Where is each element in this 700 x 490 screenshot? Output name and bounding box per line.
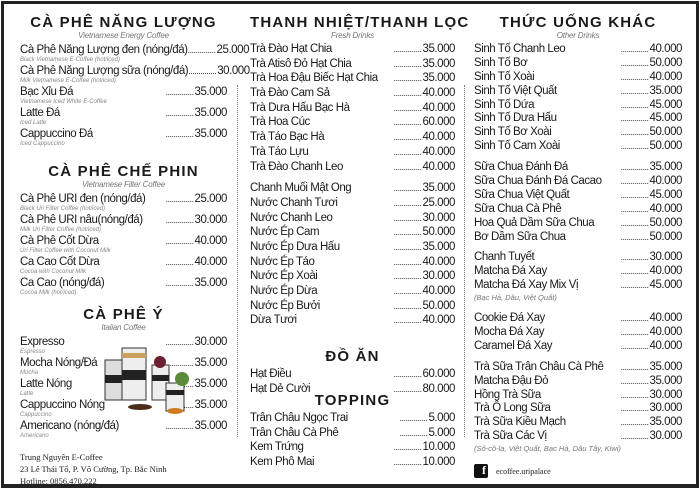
item-name: Nước Ép Xoài [250, 270, 318, 283]
item-price: ..... 40.000 [394, 102, 456, 114]
item-name: Trà Sữa Trân Châu Cà Phê [474, 360, 604, 373]
menu-item [474, 43, 682, 57]
item-name: Mocha Đá Xay [474, 326, 545, 339]
menu-item [250, 285, 455, 300]
item-name: Trà Đào Chanh Leo [250, 160, 343, 173]
menu-item [20, 277, 227, 291]
shop-name: Trung Nguyên E-Coffee [20, 452, 103, 462]
item-price: ..... 40.000 [394, 314, 456, 326]
item-english-name: Milk Uri Filter Coffee (hot/iced) [20, 227, 102, 233]
item-english-name: Cocoa with Coconut Milk [20, 269, 87, 275]
item-name: Cappuccino Nóng [20, 399, 105, 411]
menu-item [250, 72, 455, 87]
item-price: ..... 40.000 [621, 265, 683, 277]
menu-item [250, 314, 455, 329]
menu-item [474, 161, 682, 175]
item-price: ..... 40.000 [621, 203, 683, 215]
menu-item [20, 65, 250, 79]
footer-contact [20, 451, 167, 487]
item-name: Nước Ép Dừa [250, 285, 318, 297]
item-price: ..... 35.000 [394, 72, 456, 84]
item-price: ..... 30.000 [394, 270, 456, 282]
section [20, 14, 250, 149]
item-name: Sữa Chua Đánh Đá Cacao [474, 175, 602, 188]
item-name: Nước Ép Dưa Hấu [250, 240, 340, 253]
item-price: ..... 40.000 [394, 161, 456, 173]
menu-item [250, 43, 455, 58]
item-english-name: Milk Vietnamese E-Coffee (hot/iced) [20, 78, 116, 84]
item-price: ..... 25.000 [394, 197, 456, 209]
menu-item [250, 146, 455, 161]
coffee-cups-image [100, 345, 195, 415]
item-price: ..... 35.000 [394, 43, 456, 55]
item-price: ..... 50.000 [394, 226, 456, 238]
item-name: Ca Cao Cốt Dừa [20, 256, 100, 268]
item-price: ..... 5.000 [399, 412, 455, 424]
menu-item [474, 112, 682, 126]
menu-item [474, 71, 682, 85]
item-name: Sữa Chua Cà Phê [474, 202, 562, 215]
item-name: Nước Chanh Leo [250, 211, 333, 224]
item-name: Bạc Xỉu Đá [20, 86, 74, 98]
menu-item [20, 128, 227, 142]
menu-item [250, 131, 455, 146]
item-price: ..... 40.000 [621, 340, 683, 352]
item-price: ..... 40.000 [166, 256, 228, 268]
menu-item [250, 412, 455, 427]
section-title: ĐỒ ĂN [325, 348, 380, 365]
item-price: ..... 35.000 [166, 399, 228, 411]
item-name: Kem Phô Mai [250, 456, 315, 469]
item-price: ..... 35.000 [166, 378, 228, 390]
menu-item [474, 361, 682, 375]
section [250, 348, 455, 397]
item-price: ..... 35.000 [394, 182, 456, 194]
menu-item [250, 116, 455, 131]
item-price: ..... 50.000 [621, 126, 683, 138]
item-price: ..... 50.000 [621, 57, 683, 69]
section [474, 14, 682, 456]
item-price: ..... 35.000 [621, 85, 683, 97]
item-name: Cà Phê Năng Lượng đen (nóng/đá) [20, 44, 188, 56]
item-name: Latte Đá [20, 107, 60, 119]
menu-item [250, 58, 455, 73]
item-name: Nước Ép Táo [250, 255, 315, 268]
group-spacer [474, 305, 682, 312]
item-name: Hạt Dẻ Cười [250, 382, 311, 395]
facebook-link[interactable] [474, 464, 551, 478]
item-name: Sinh Tố Việt Quất [474, 84, 557, 97]
menu-item [474, 85, 682, 99]
item-price: ..... 30.000 [166, 214, 228, 226]
item-price: ..... 40.000 [394, 256, 456, 268]
item-english-name: Iced Latte [20, 120, 47, 126]
item-name: Matcha Đậu Đỏ [474, 374, 549, 387]
menu-item [474, 99, 682, 113]
menu-item [474, 375, 682, 389]
item-name: Sinh Tố Dứa [474, 98, 535, 111]
section-title: THỨC UỐNG KHÁC [499, 14, 657, 31]
item-price: ..... 60.000 [394, 116, 456, 128]
item-name: Trà Hoa Đậu Biếc Hạt Chia [250, 72, 378, 85]
hotline: Hotline: 0856.470.222 [20, 476, 97, 486]
item-name: Sữa Chua Đánh Đá [474, 161, 568, 174]
item-name: Hạt Điều [250, 368, 292, 380]
item-price: ..... 25.000 [166, 193, 228, 205]
item-name: Trân Châu Ngọc Trai [250, 412, 348, 424]
item-name: Cà Phê Cốt Dừa [20, 235, 99, 247]
divider [464, 85, 465, 437]
section-title: THANH NHIỆT/THANH LỌC [250, 14, 470, 31]
item-price: ..... 80.000 [394, 383, 456, 395]
item-price: ..... 40.000 [394, 146, 456, 158]
menu-item [474, 312, 682, 326]
item-english-name: Iced Cappuccino [20, 141, 65, 147]
menu-item [474, 140, 682, 154]
menu-item [474, 175, 682, 189]
item-price: ..... 30.000 [166, 336, 228, 348]
item-english-name: Cappuccino [20, 412, 52, 418]
item-price: ..... 35.000 [621, 161, 683, 173]
item-price: ..... 45.000 [621, 99, 683, 111]
item-price: ..... 35.000 [394, 241, 456, 253]
section-title: CÀ PHÊ NĂNG LƯỢNG [30, 14, 217, 31]
item-name: Sinh Tố Dưa Hấu [474, 112, 557, 125]
section-title: CÀ PHÊ CHẾ PHIN [48, 163, 199, 180]
menu-item [250, 368, 455, 383]
menu-item [474, 251, 682, 265]
item-name: Sinh Tố Chanh Leo [474, 43, 566, 55]
item-name: Trà Táo Bạc Hà [250, 131, 325, 144]
item-name: Trân Châu Cà Phê [250, 426, 339, 439]
menu-item [250, 241, 455, 256]
item-name: Nước Ép Bưởi [250, 299, 320, 312]
facebook-handle: ecoffee.uripalace [496, 466, 551, 476]
item-price: ..... 35.000 [621, 375, 683, 387]
menu-item [250, 212, 455, 227]
item-price: ..... 30.000 [621, 389, 683, 401]
item-price: ..... 35.000 [166, 277, 228, 289]
item-price: ..... 10.000 [394, 456, 456, 468]
item-english-name: Latte [20, 391, 34, 397]
item-name: Ca Cao (nóng/đá) [20, 277, 105, 289]
menu-item [20, 107, 227, 121]
section [250, 14, 470, 329]
section-title: TOPPING [314, 392, 391, 409]
item-name: Kem Trứng [250, 441, 304, 454]
section [20, 163, 227, 298]
divider [237, 85, 238, 437]
menu-item [20, 44, 250, 58]
item-price: ..... 45.000 [621, 279, 683, 291]
menu-item [250, 441, 455, 456]
item-name: Bơ Dầm Sữa Chua [474, 230, 566, 243]
item-price: ..... 40.000 [621, 43, 683, 55]
item-name: Sinh Tố Bơ Xoài [474, 126, 552, 139]
item-english-name: Americano [20, 433, 49, 439]
item-name: Cà Phê URI nâu(nóng/đá) [20, 214, 143, 226]
menu-item [250, 161, 455, 176]
item-name: Caramel Đá Xay [474, 339, 553, 352]
menu-item [474, 217, 682, 231]
menu-item [250, 256, 455, 271]
item-price: ..... 40.000 [394, 131, 456, 143]
menu-item [20, 235, 227, 249]
shop-address: 23 Lê Thái Tổ, P. Võ Cường, Tp. Bắc Ninh [20, 464, 167, 474]
menu-item [474, 326, 682, 340]
section-subtitle: Other Drinks [556, 31, 600, 40]
item-price: ..... 50.000 [621, 217, 683, 229]
item-price: ..... 35.000 [166, 86, 228, 98]
item-name: Nước Ép Cam [250, 226, 320, 239]
menu-item [474, 430, 682, 444]
item-price: ..... 5.000 [399, 427, 455, 439]
item-english-name: Cocoa Milk (hot/iced) [20, 290, 77, 296]
item-price: ..... 50.000 [621, 231, 683, 243]
item-name: Dừa Tươi [250, 314, 297, 327]
menu-item [250, 87, 455, 102]
item-price: ..... 60.000 [394, 368, 456, 380]
menu-item [250, 270, 455, 285]
section-title: CÀ PHÊ Ý [83, 306, 164, 323]
item-name: Sinh Tố Xoài [474, 70, 535, 83]
menu-item [250, 197, 455, 212]
menu-item [474, 265, 682, 279]
item-english-name: Mocha [20, 370, 39, 376]
item-name: Sữa Chua Việt Quất [474, 188, 570, 201]
item-name: Mocha Nóng/Đá [20, 357, 98, 369]
item-price: ..... 35.000 [166, 128, 228, 140]
menu-item [250, 456, 455, 471]
menu-item [20, 86, 227, 100]
item-english-name: Vietnamese Iced White E-Coffee [20, 99, 107, 105]
section [250, 392, 455, 471]
menu-item [250, 102, 455, 117]
section-subtitle: Fresh Drinks [331, 31, 374, 40]
item-name: Americano (nóng/đá) [20, 420, 119, 432]
menu-item [20, 256, 227, 270]
item-price: ..... 40.000 [621, 312, 683, 324]
item-name: Trà Dưa Hấu Bạc Hà [250, 101, 350, 114]
item-price: ..... 30.000 [621, 402, 683, 414]
menu-item [20, 420, 227, 434]
menu-item [20, 193, 227, 207]
item-price: ..... 35.000 [166, 357, 228, 369]
item-english-name: Uri Filter Coffee with Coconut Milk [20, 248, 111, 254]
item-price: ..... 50.000 [621, 140, 683, 152]
item-name: Trà Sữa Kiều Mạch [474, 416, 566, 429]
item-name: Expresso [20, 336, 65, 348]
menu-item [474, 340, 682, 354]
item-price: ..... 40.000 [166, 235, 228, 247]
section-subtitle: Vietnamese Filter Coffee [81, 180, 166, 189]
menu-item [250, 226, 455, 241]
menu-item [20, 214, 227, 228]
item-name: Trà Táo Lựu [250, 145, 309, 158]
item-name: Chanh Muối Mật Ong [250, 182, 352, 195]
menu-item [474, 416, 682, 430]
item-name: Hồng Trà Sữa [474, 388, 541, 401]
item-price: ..... 30.000 [621, 251, 683, 263]
menu-item [474, 231, 682, 245]
section-subtitle: Italian Coffee [101, 323, 146, 332]
item-english-name: Black Uri Filter Coffee (hot/iced) [20, 206, 106, 212]
item-name: Hoa Quả Dầm Sữa Chua [474, 216, 595, 229]
menu-item [474, 279, 682, 293]
item-name: Trà Sữa Các Vị [474, 430, 547, 443]
menu-item [250, 182, 455, 197]
section-subtitle: Vietnamese Energy Coffee [78, 31, 169, 40]
group-spacer [474, 154, 682, 161]
item-name: Matcha Đá Xay [474, 265, 547, 278]
item-price: ..... 40.000 [621, 175, 683, 187]
item-price: ..... 40.000 [621, 71, 683, 83]
menu-item [250, 300, 455, 315]
item-price: ..... 50.000 [394, 300, 456, 312]
menu-item [474, 57, 682, 71]
item-name: Chanh Tuyết [474, 251, 535, 264]
item-name: Cà Phê URI đen (nóng/đá) [20, 193, 146, 205]
item-price: ..... 40.000 [394, 87, 456, 99]
menu-item [474, 189, 682, 203]
item-price: ..... 30.000 [188, 65, 250, 77]
item-name: Cappuccino Đá [20, 128, 93, 140]
item-english-name: Black Vietnamese E-Coffee (hot/iced) [20, 57, 120, 63]
menu-item [474, 402, 682, 416]
item-price: ..... 45.000 [621, 112, 683, 124]
group-spacer [474, 354, 682, 361]
item-price: ..... 40.000 [394, 285, 456, 297]
item-price: ..... 35.000 [621, 361, 683, 373]
item-note: (Bạc Hà, Dâu, Việt Quất) [474, 293, 557, 303]
item-name: Trà Đào Hạt Chia [250, 43, 332, 55]
item-name: Trà Ô Long Sữa [474, 402, 551, 415]
item-english-name: Espresso [20, 349, 46, 355]
item-name: Nước Chanh Tươi [250, 196, 338, 209]
menu-item [474, 126, 682, 140]
item-name: Latte Nóng [20, 378, 72, 390]
item-name: Sinh Tố Bơ [474, 56, 528, 69]
item-name: Trà Atisô Đỏ Hạt Chia [250, 57, 352, 70]
item-price: ..... 35.000 [394, 58, 456, 70]
menu-item [250, 427, 455, 442]
item-price: ..... 45.000 [621, 189, 683, 201]
item-price: ..... 35.000 [166, 420, 228, 432]
item-name: Cookie Đá Xay [474, 312, 545, 325]
group-spacer [250, 175, 455, 182]
item-price: ..... 25.000 [188, 44, 250, 56]
facebook-icon: f [474, 464, 488, 478]
item-price: ..... 30.000 [621, 430, 683, 442]
item-price: ..... 10.000 [394, 441, 456, 453]
item-name: Sinh Tố Cam Xoài [474, 140, 560, 153]
item-name: Cà Phê Năng Lượng sữa (nóng/đá) [20, 65, 189, 77]
item-name: Matcha Đá Xay Mix Vị [474, 279, 579, 292]
item-name: Trà Hoa Cúc [250, 116, 310, 129]
group-spacer [474, 244, 682, 251]
item-note: (Sô-cô-la, Việt Quất, Bạc Hà, Dâu Tây, Kiwi) [474, 444, 621, 454]
item-price: ..... 30.000 [394, 212, 456, 224]
item-price: ..... 40.000 [621, 326, 683, 338]
menu-item [474, 389, 682, 403]
menu-item [474, 203, 682, 217]
item-price: ..... 35.000 [621, 416, 683, 428]
item-price: ..... 35.000 [166, 107, 228, 119]
item-name: Trà Đào Cam Sả [250, 87, 330, 100]
